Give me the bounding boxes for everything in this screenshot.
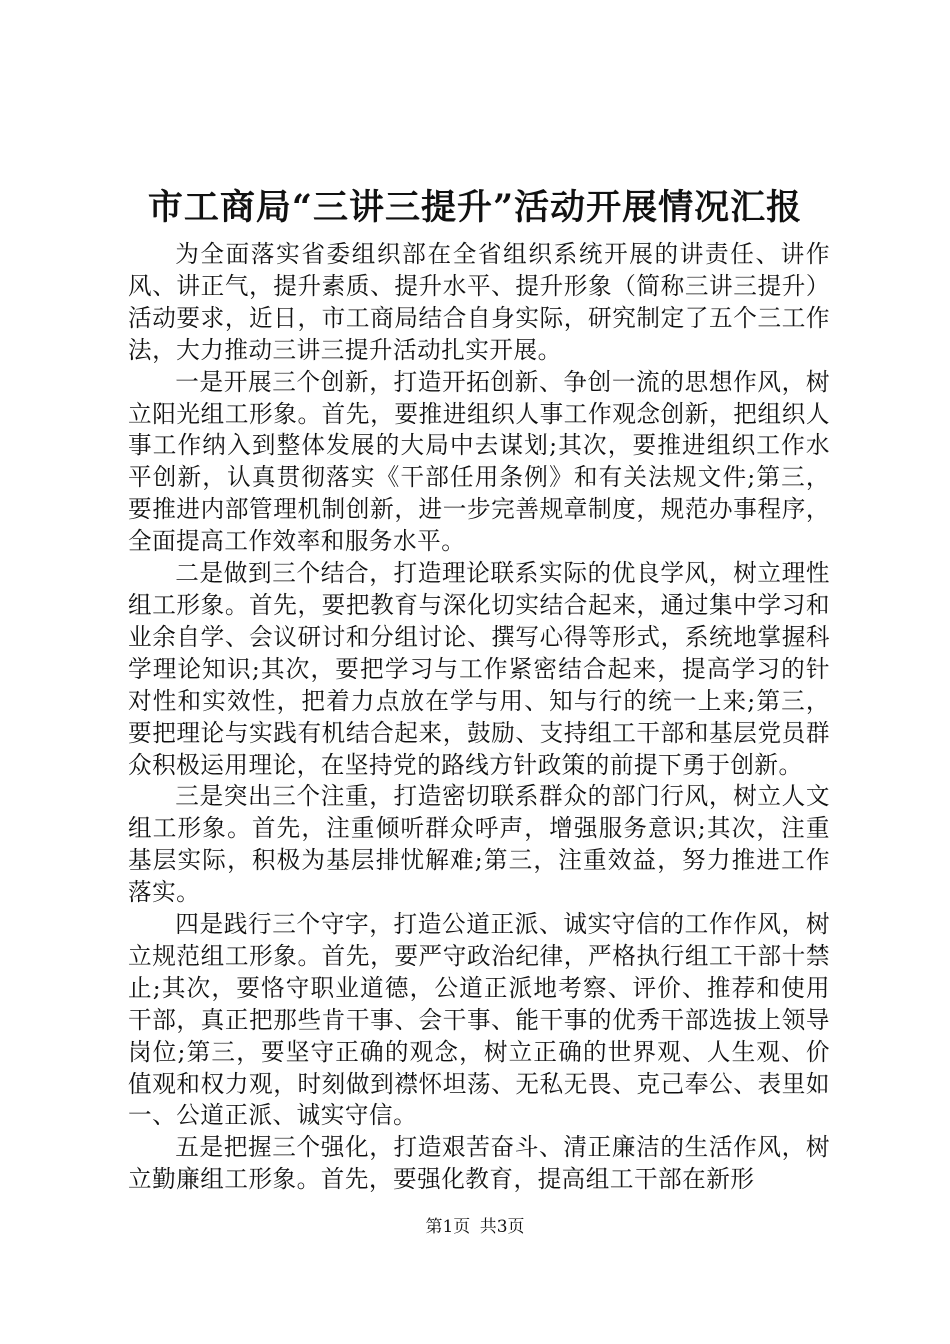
paragraph-point-five: 五是把握三个强化，打造艰苦奋斗、清正廉洁的生活作风，树立勤廉组工形象。首先，要强化教育，提高组工干部在新形 (128, 1133, 830, 1194)
document-body (128, 239, 830, 1196)
paragraph-intro: 为全面落实省委组织部在全省组织系统开展的讲责任、讲作风、讲正气，提升素质、提升水平、提升形象（简称三讲三提升）活动要求，近日，市工商局结合自身实际，研究制定了五个三工作法，大力推动三讲三提升活动扎实开展。 (128, 240, 830, 364)
paragraph-point-three: 三是突出三个注重，打造密切联系群众的部门行风，树立人文组工形象。首先，注重倾听群众呼声，增强服务意识;其次，注重基层实际，积极为基层排忧解难;第三，注重效益，努力推进工作落实。 (128, 782, 830, 907)
page-number: 第1页 (425, 1217, 471, 1237)
paragraph-point-one: 一是开展三个创新，打造开拓创新、争创一流的思想作风，树立阳光组工形象。首先，要推进组织人事工作观念创新，把组织人事工作纳入到整体发展的大局中去谋划;其次，要推进组织工作水平创新，认真贯彻落实《干部任用条例》和有关法规文件;第三，要推进内部管理机制创新，进一步完善规章制度，规范办事程序，全面提高工作效率和服务水平。 (128, 367, 830, 556)
document-title: 市工商局“三讲三提升”活动开展情况汇报 (147, 187, 803, 228)
page-footer (0, 1216, 950, 1238)
paragraph-point-two: 二是做到三个结合，打造理论联系实际的优良学风，树立理性组工形象。首先，要把教育与深化切实结合起来，通过集中学习和业余自学、会议研讨和分组讨论、撰写心得等形式，系统地掌握科学理论知识;其次，要把学习与工作紧密结合起来，提高学习的针对性和实效性，把着力点放在学与用、知与行的统一上来;第三，要把理论与实践有机结合起来，鼓励、支持组工干部和基层党员群众积极运用理论，在坚持党的路线方针政策的前提下勇于创新。 (128, 559, 830, 779)
paragraph-point-four: 四是践行三个守字，打造公道正派、诚实守信的工作作风，树立规范组工形象。首先，要严守政治纪律，严格执行组工干部十禁止;其次，要恪守职业道德，公道正派地考察、评价、推荐和使用干部，真正把那些肯干事、会干事、能干事的优秀干部选拔上领导岗位;第三，要坚守正确的观念，树立正确的世界观、人生观、价值观和权力观，时刻做到襟怀坦荡、无私无畏、克己奉公、表里如一、公道正派、诚实守信。 (128, 910, 830, 1130)
page-total: 共3页 (479, 1217, 525, 1237)
